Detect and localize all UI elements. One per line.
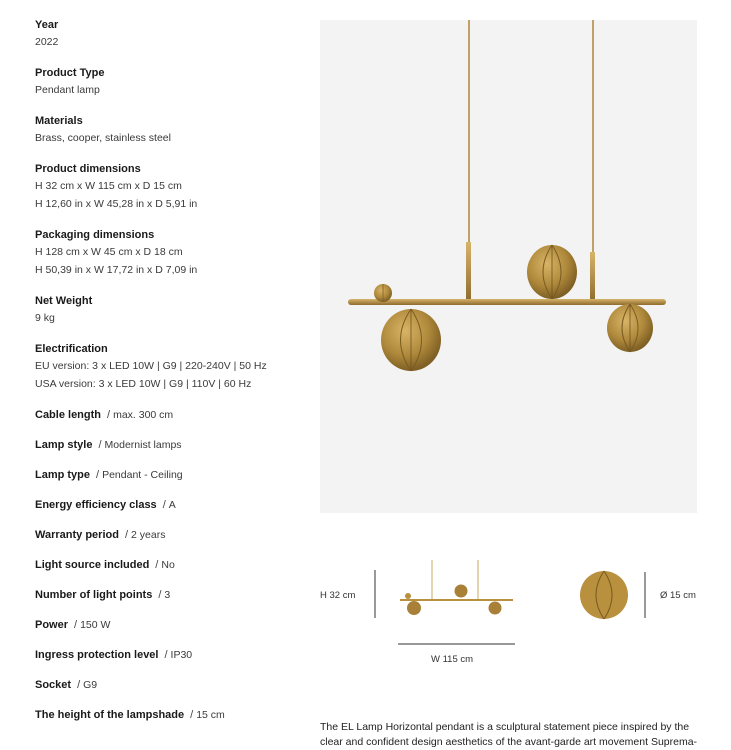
product-description: The EL Lamp Horizontal pendant is a sculptural statement piece inspired by the clear and confident design aesthetics of the avant-garde art movement Suprema- [320,721,698,748]
spec-value: USA version: 3 x LED 10W | G9 | 110V | 60 Hz [35,378,252,390]
spec-inline-row [35,467,305,497]
spec-blocks [35,17,305,393]
spec-label: Product dimensions [35,163,141,175]
spec-separator: / [98,439,102,451]
spec-inline-row [35,617,305,647]
spec-value: IP30 [170,649,193,661]
spec-inline-row [35,677,305,707]
spec-block [35,161,305,213]
spec-separator: / [164,649,168,661]
spec-inline-row [35,557,305,587]
spec-label: Year [35,19,59,31]
spec-label: Net Weight [35,295,93,307]
spec-value: 2 years [131,529,166,541]
spec-separator: / [77,679,81,691]
spec-block [35,227,305,279]
spec-separator: / [190,709,194,721]
spec-value: H 32 cm x W 115 cm x D 15 cm [35,180,182,192]
spec-value: H 128 cm x W 45 cm x D 18 cm [35,246,183,258]
spec-inline-row [35,527,305,557]
spec-block [35,17,305,51]
pendant-lamp-illustration [320,20,697,513]
dimension-diagram [320,560,720,670]
spec-value: H 12,60 in x W 45,28 in x D 5,91 in [35,198,198,210]
width-dimension-label: W 115 cm [431,654,474,665]
spec-label: Product Type [35,67,105,79]
spec-inline-row [35,497,305,527]
spec-block [35,293,305,327]
spec-value: 2022 [35,36,59,48]
spec-value: 3 [164,589,171,601]
spec-separator: / [124,529,129,541]
spec-label: Lamp style [35,439,93,451]
spec-label: Energy efficiency class [35,499,157,511]
spec-inline-row [35,707,305,737]
spec-inline-row [35,647,305,677]
spec-separator: / [158,589,162,601]
spec-value: Modernist lamps [104,439,182,451]
spec-separator: / [155,559,159,571]
spec-separator: / [107,409,111,421]
spec-inline-row [35,407,305,437]
spec-value: max. 300 cm [113,409,174,421]
spec-value: H 50,39 in x W 17,72 in x D 7,09 in [35,264,198,276]
spec-label: Power [35,619,69,631]
spec-label: Cable length [35,409,102,421]
spec-label: The height of the lampshade [35,709,185,721]
spec-value: No [161,559,175,571]
spec-block [35,113,305,147]
spec-value: 150 W [80,619,111,631]
spec-separator: / [74,619,78,631]
spec-inline-list [35,407,305,737]
spec-label: Lamp type [35,469,91,481]
spec-block [35,65,305,99]
spec-separator: / [96,469,100,481]
spec-value: EU version: 3 x LED 10W | G9 | 220-240V | 50 Hz [35,360,267,372]
spec-value: 9 kg [35,312,55,324]
height-dimension-label: H 32 cm [320,590,356,601]
product-photo [320,20,697,513]
spec-value: Pendant - Ceiling [102,469,183,481]
spec-label: Packaging dimensions [35,229,155,241]
spec-value: Brass, cooper, stainless steel [35,132,171,144]
spec-value: 15 cm [196,709,225,721]
spec-label: Electrification [35,343,108,355]
spec-label: Materials [35,115,83,127]
spec-inline-row [35,437,305,467]
spec-value: G9 [83,679,98,691]
spec-label: Socket [35,679,72,691]
spec-label: Ingress protection level [35,649,159,661]
spec-inline-row [35,587,305,617]
spec-label: Number of light points [35,589,153,601]
dimension-drawing [320,560,720,670]
spec-label: Warranty period [35,529,119,541]
spec-value: Pendant lamp [35,84,100,96]
spec-block [35,341,305,393]
spec-value: A [168,499,176,511]
spec-label: Light source included [35,559,150,571]
spec-list [35,17,305,737]
diameter-dimension-label: Ø 15 cm [660,590,696,601]
spec-separator: / [162,499,166,511]
